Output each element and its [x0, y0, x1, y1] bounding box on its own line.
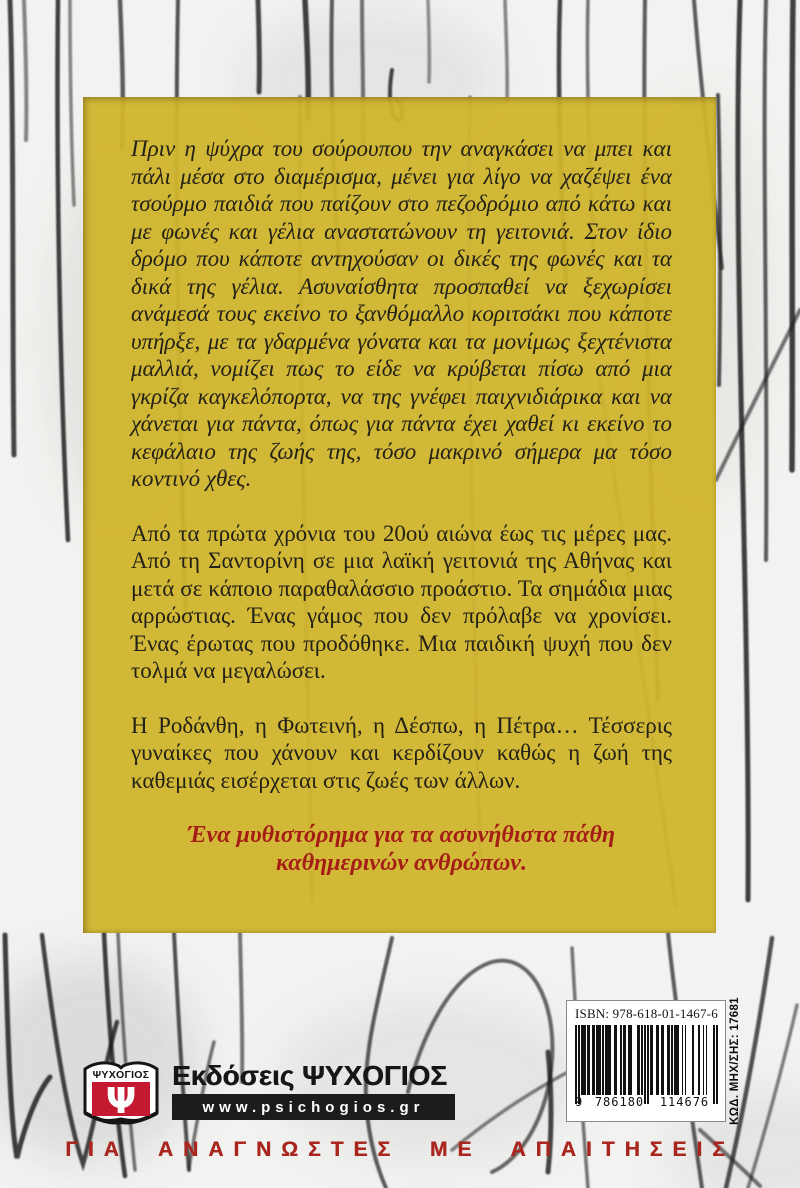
tagline: Ένα μυθιστόρημα για τα ασυνήθιστα πάθη καθημερινών ανθρώπων. [187, 822, 616, 876]
synopsis-panel [83, 97, 716, 933]
website-bar [172, 1094, 455, 1120]
barcode [575, 1025, 717, 1105]
synopsis-paragraph-1: Πριν η ψύχρα του σούρουπου την αναγκάσει να μπει και πάλι μέσα στο διαμέρισμα, μένει για λίγο να χαζέψει ένα τσούρμο παιδιά που παίζουν στο πεζοδρόμιο από κάτω και με φωνές και γέλια αναστατώνουν τη γειτονιά. Στον ίδιο δρόμο που κάποτε αντηχούσαν οι δικές της φωνές και τα δικά της γέλια. Ασυναίσθητα προσπαθεί να ξεχωρίσει ανάμεσά τους εκείνο το ξανθόμαλλο κοριτσάκι που κάποτε υπήρξε, με τα γδαρμένα γόνατα και τα μονίμως ξεχτένιστα μαλλιά, νομίζει πως το είδε να κρύβεται πίσω από μια γκρίζα καγκελόπορτα, να της γνέφει παιχνιδιάρικα και να χάνεται για πάντα, όπως για πάντα έχει χαθεί κι εκείνο το κεφάλαιο της ζωής της, τόσο μακρινό σήμερα μα τόσο κοντινό χθες. [131, 136, 672, 491]
website-url: www.psichogios.gr [202, 1098, 425, 1116]
barcode-digits [575, 1095, 717, 1109]
barcode-digit-left: 9 [575, 1095, 583, 1109]
logo-wordmark: ΨΥΧΟΓΙΟΣ [92, 1069, 150, 1081]
publisher-logo [82, 1058, 160, 1126]
psi-icon: Ψ [105, 1081, 137, 1122]
machine-code: ΚΩΔ. ΜΗΧ/ΣΗΣ: 17681 [729, 997, 741, 1125]
isbn-label: ISBN: 978-618-01-1467-6 [575, 1006, 718, 1021]
barcode-digit-group2: 114676 [659, 1095, 710, 1109]
barcode-digit-group1: 786180 [594, 1095, 645, 1109]
publisher-name: Εκδόσεις ΨΥΧΟΓΙΟΣ [172, 1060, 447, 1091]
barcode-box [566, 1000, 726, 1122]
publisher-slogan: ΓΙΑ ΑΝΑΓΝΩΣΤΕΣ ΜΕ ΑΠΑΙΤΗΣΕΙΣ [65, 1138, 735, 1161]
synopsis-paragraph-3: Η Ροδάνθη, η Φωτεινή, η Δέσπω, η Πέτρα… Τέσσερις γυναίκες που χάνουν και κερδίζουν καθώς η ζωή της καθεμιάς εισέρχεται στις ζωές των άλλων. [131, 712, 672, 793]
synopsis-paragraph-2: Από τα πρώτα χρόνια του 20ού αιώνα έως τις μέρες μας. Από τη Σαντορίνη σε μια λαϊκή γειτονιά της Αθήνας και μετά σε κάποιο παραθαλάσσιο προάστιο. Τα σημάδια μιας αρρώστιας. Ένας γάμος που δεν πρόλαβε να χρονίσει. Ένας έρωτας που προδόθηκε. Μια παιδική ψυχή που δεν τολμά να μεγαλώσει. [131, 520, 672, 683]
